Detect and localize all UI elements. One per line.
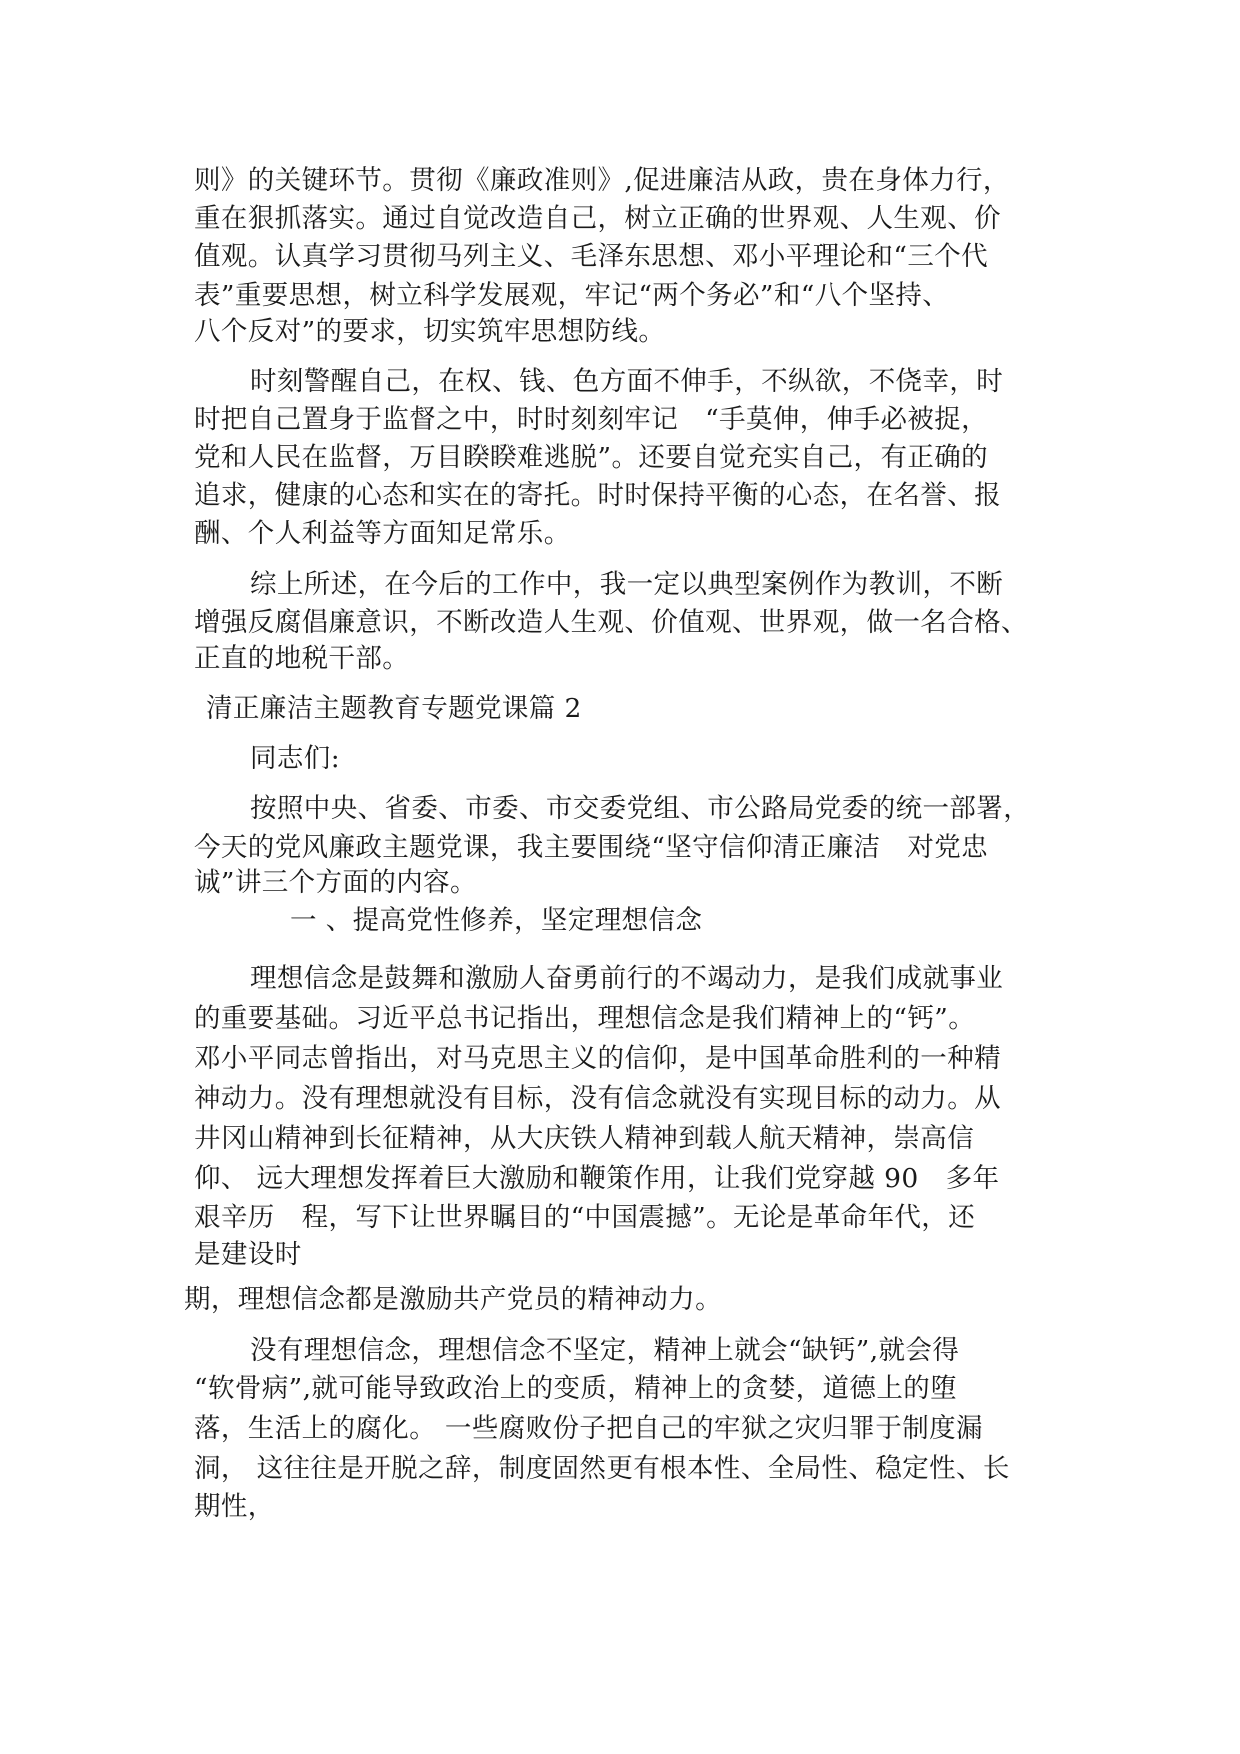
text-line: 期，理想信念都是激励共产党员的精神动力。	[184, 1284, 722, 1315]
paragraph-start: 综上所述，在今后的工作中，我一定以典型案例作为教训，不断	[250, 569, 1004, 600]
text-line: 仰、 远大理想发挥着巨大激励和鞭策作用，让我们党穿越 90 多年	[194, 1163, 1000, 1194]
text-line: 酬、个人利益等方面知足常乐。	[194, 518, 571, 549]
text-line: 井冈山精神到长征精神，从大庆铁人精神到载人航天精神，崇高信	[194, 1123, 975, 1154]
text-line: 值观。认真学习贯彻马列主义、毛泽东思想、邓小平理论和“三个代	[194, 241, 989, 272]
text-line: 追求，健康的心态和实在的寄托。时时保持平衡的心态，在名誉、报	[194, 480, 1001, 511]
text-line: 增强反腐倡廉意识，不断改造人生观、价值观、世界观，做一名合格、	[194, 607, 1028, 638]
text-line: 今天的党风廉政主题党课，我主要围绕“坚守信仰清正廉洁 对党忠	[194, 832, 989, 863]
text-line: 则》的关键环节。贯彻《廉政准则》,促进廉洁从政，贵在身体力行，	[194, 165, 1010, 196]
text-line: 洞， 这往往是开脱之辞，制度固然更有根本性、全局性、稳定性、长	[194, 1453, 1010, 1484]
text-line: 邓小平同志曾指出，对马克思主义的信仰，是中国革命胜利的一种精	[194, 1043, 1001, 1074]
text-line: 的重要基础。习近平总书记指出，理想信念是我们精神上的“钙”。	[194, 1003, 976, 1034]
paragraph-start: 理想信念是鼓舞和激励人奋勇前行的不竭动力，是我们成就事业	[250, 963, 1004, 994]
text-line: 神动力。没有理想就没有目标，没有信念就没有实现目标的动力。从	[194, 1083, 1001, 1114]
text-line: “软骨病”,就可能导致政治上的变质，精神上的贪婪，道德上的堕	[194, 1373, 958, 1404]
text-line: 表”重要思想，树立科学发展观，牢记“两个务必”和“八个坚持、	[194, 280, 950, 311]
paragraph-start: 时刻警醒自己，在权、钱、色方面不伸手，不纵欲，不侥幸，时	[250, 366, 1004, 397]
text-line: 艰辛历 程，写下让世界瞩目的“中国震撼”。无论是革命年代，还	[194, 1202, 976, 1233]
text-line: 期性，	[194, 1491, 275, 1522]
salutation: 同志们:	[250, 743, 341, 774]
section-title: 清正廉洁主题教育专题党课篇 2	[206, 693, 582, 724]
text-line: 正直的地税干部。	[194, 643, 410, 674]
text-line: 时把自己置身于监督之中，时时刻刻牢记 “手莫伸，伸手必被捉，	[194, 404, 989, 435]
text-line: 重在狠抓落实。通过自觉改造自己，树立正确的世界观、人生观、价	[194, 203, 1001, 234]
section-heading: 一 、提高党性修养，坚定理想信念	[290, 905, 703, 936]
paragraph-start: 没有理想信念，理想信念不坚定，精神上就会“缺钙”,就会得	[250, 1335, 960, 1366]
paragraph-start: 按照中央、省委、市委、市交委党组、市公路局党委的统一部署，	[250, 793, 1031, 824]
text-line: 八个反对”的要求，切实筑牢思想防线。	[194, 316, 666, 347]
text-line: 诚”讲三个方面的内容。	[194, 867, 477, 898]
text-line: 党和人民在监督，万目睽睽难逃脱”。还要自觉充实自己，有正确的	[194, 442, 989, 473]
text-line: 落，生活上的腐化。 一些腐败份子把自己的牢狱之灾归罪于制度漏	[194, 1413, 983, 1444]
text-line: 是建设时	[194, 1239, 302, 1270]
